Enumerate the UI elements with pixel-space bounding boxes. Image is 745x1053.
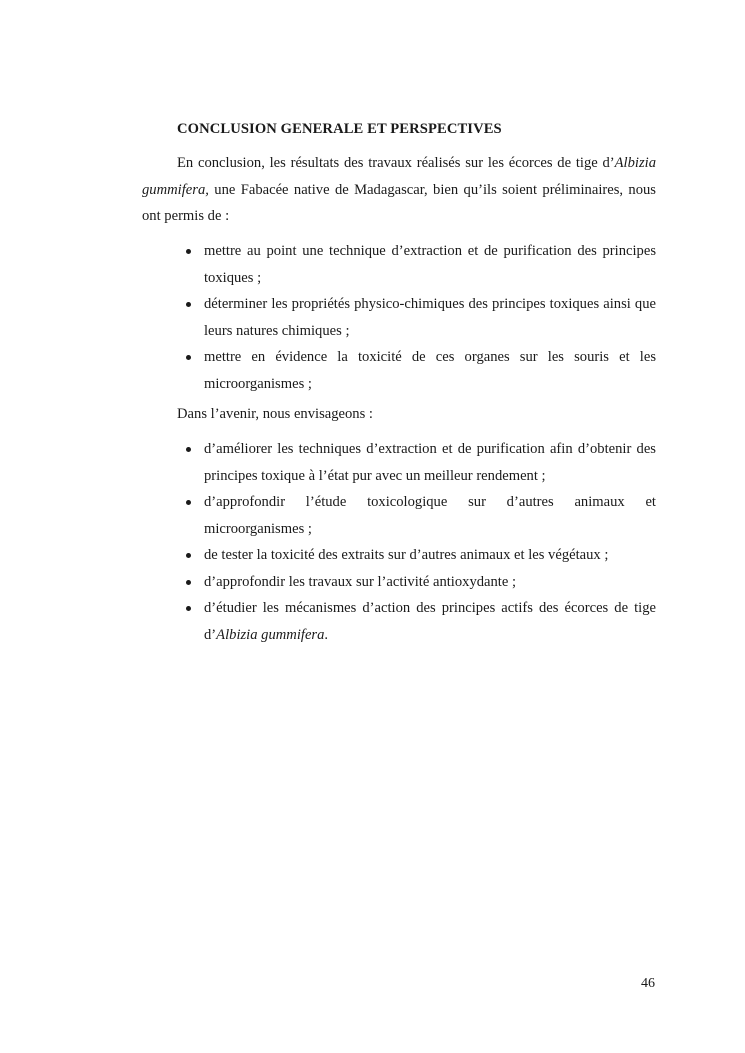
list-item-text: d’approfondir l’étude toxicologique sur d’autres animaux et microorganismes ; [204,494,656,537]
list-item-text: d’améliorer les techniques d’extraction et de purification afin d’obtenir des principes toxique à l’état pur avec un meilleur rendement ; [204,441,656,484]
bullet-icon [186,355,191,360]
intro-species-name: Albizia gummifera, [142,155,656,198]
intro-paragraph [142,150,656,230]
bullet-icon [186,447,191,452]
page-number: 46 [641,976,655,991]
list-item [177,238,656,291]
future-intro-paragraph: Dans l’avenir, nous envisageons : [177,406,373,422]
list-item [177,542,656,569]
list-item-text-end: . [324,626,329,643]
list-item-text: mettre en évidence la toxicité de ces organes sur les souris et les microorganismes ; [204,349,656,392]
species-name: Albizia gummifera [216,626,325,643]
results-list [177,238,656,397]
list-item-text: déterminer les propriétés physico-chimiques des principes toxiques ainsi que leurs natures chimiques ; [204,296,656,339]
bullet-icon [186,580,191,585]
list-item-text: d’approfondir les travaux sur l’activité antioxydante ; [204,573,517,590]
section-heading: CONCLUSION GENERALE ET PERSPECTIVES [177,121,502,137]
perspectives-list [177,436,656,648]
list-item [177,291,656,344]
list-item-text: mettre au point une technique d’extraction et de purification des principes toxiques ; [204,243,656,286]
bullet-icon [186,606,191,611]
list-item-text: de tester la toxicité des extraits sur d’autres animaux et les végétaux ; [204,547,609,563]
bullet-icon [186,500,191,505]
bullet-icon [186,249,191,254]
list-item [177,344,656,397]
bullet-icon [186,302,191,307]
intro-text-part1: En conclusion, les résultats des travaux réalisés sur les écorces de tige d’ [177,155,615,171]
list-item [177,489,656,542]
list-item-text: d’étudier les mécanismes d’action des principes actifs des écorces de tige d’ [204,600,656,643]
list-item [177,595,656,648]
list-item [177,436,656,489]
bullet-icon [186,553,191,558]
intro-text-part2: une Fabacée native de Madagascar, bien qu’ils soient préliminaires, nous ont permis de : [142,181,656,224]
list-item [177,569,656,596]
